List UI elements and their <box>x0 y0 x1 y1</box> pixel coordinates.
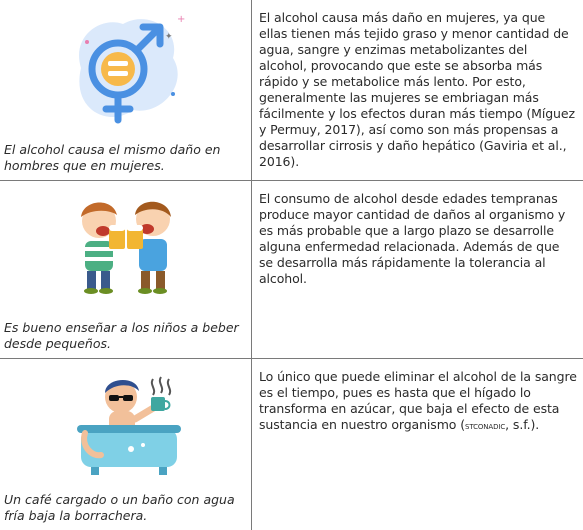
children-toasting-beer-icon <box>0 187 251 317</box>
fact-cell <box>252 180 583 358</box>
fact-text: El alcohol causa más daño en mujeres, ya que ellas tienen más tejido graso y menor cantidad de agua, sangre y enzimas metabolizantes del alcohol, provocando que este se absorba más rápido y se metabolice más lento. Por esto, generalmente las mujeres se embriagan más fácilmente y los efectos duran más tiempo (Míguez y Permuy, 2017), así como son más propensas a desarrollar cirrosis y daño hepático (Gaviria et al., 2016). <box>259 10 575 169</box>
myth-cell <box>0 0 252 180</box>
svg-text:+: + <box>176 14 185 25</box>
myth-cell <box>0 358 252 530</box>
fact-cell <box>252 358 583 530</box>
gender-equality-icon <box>0 6 251 136</box>
fact-text-end: , s.f.). <box>505 416 540 432</box>
table-row <box>0 0 583 180</box>
table-row <box>0 180 583 358</box>
myth-text: El alcohol causa el mismo daño en hombres que en mujeres. <box>4 141 221 173</box>
fact-text: El consumo de alcohol desde edades tempranas produce mayor cantidad de daños al organismo y es más probable que a largo plazo se desarrolle alguna enfermedad relacionada. Además de que se desarrolla más rápidamente la tolerancia al alcohol. <box>259 190 566 286</box>
svg-text:✦: ✦ <box>164 32 173 42</box>
fact-text <box>259 369 577 434</box>
citation-source: stconadic <box>464 419 506 432</box>
fact-text-main: Lo único que puede eliminar el alcohol de la sangre es el tiempo, pues es hasta que el hígado lo transforma en azúcar, que baja el efecto de esta sustancia en nuestro organismo ( <box>259 368 577 432</box>
myth-text: Es bueno enseñar a los niños a beber desde pequeños. <box>4 319 239 351</box>
man-in-bathtub-with-coffee-icon <box>0 365 251 495</box>
myth-cell <box>0 180 252 358</box>
table-row <box>0 358 583 530</box>
fact-cell <box>252 0 583 180</box>
myth-text: Un café cargado o un baño con agua fría baja la borrachera. <box>4 492 235 523</box>
